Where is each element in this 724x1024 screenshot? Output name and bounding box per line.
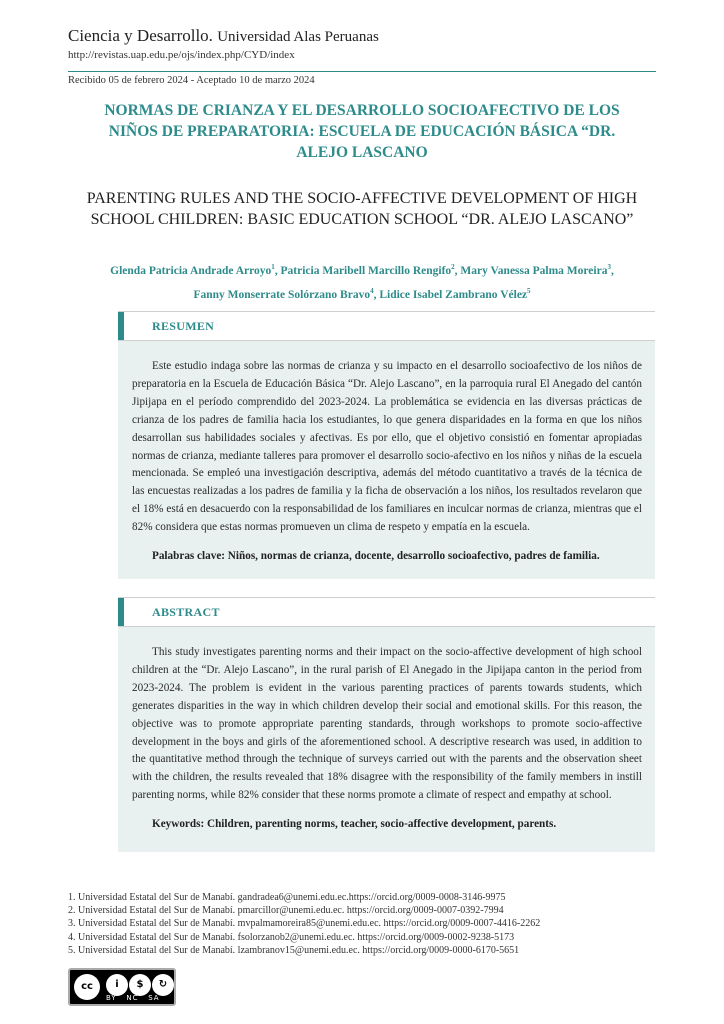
author-2 [281, 265, 455, 277]
received-date: Recibido 05 de febrero 2024 - Aceptado 10 de marzo 2024 [68, 75, 315, 86]
footnote: 4. Universidad Estatal del Sur de Manabí. fsolorzanob2@unemi.edu.ec. https://orcid.org/0009-0002-9238-5173 [68, 931, 515, 943]
license-label-by: BY [106, 994, 117, 1002]
journal-url[interactable]: http://revistas.uap.edu.pe/ojs/index.php/CYD/index [68, 49, 295, 61]
university-name: Universidad Alas Peruanas [217, 29, 379, 45]
author-affiliation-mark: 3 [607, 263, 611, 271]
footnote: 2. Universidad Estatal del Sur de Manabí. pmarcillor@unemi.edu.ec. https://orcid.org/0009-0007-0392-7994 [68, 905, 504, 917]
cc-icon: cc [74, 974, 100, 1000]
license-label-nc: NC [126, 994, 139, 1002]
resumen-body [118, 341, 655, 562]
author-name: Glenda Patricia Andrade Arroyo [110, 264, 272, 277]
nc-icon: $ [129, 974, 151, 996]
abstract-header [118, 597, 655, 627]
author-name: Mary Vanessa Palma Moreira [460, 264, 608, 277]
journal-header [68, 26, 656, 61]
author-name: Lidice Isabel Zambrano Vélez [379, 288, 528, 301]
author-name: Patricia Maribell Marcillo Rengifo [280, 264, 452, 277]
header-rule [68, 71, 656, 72]
sa-icon: ↻ [152, 974, 174, 996]
journal-name: Ciencia y Desarrollo. [68, 26, 213, 45]
by-icon: i [106, 974, 128, 996]
abstract-keywords: Keywords: Children, parenting norms, teacher, socio-affective development, parents. [152, 818, 557, 831]
author-affiliation-mark: 1 [271, 263, 275, 271]
footnote: 1. Universidad Estatal del Sur de Manabí. gandradea6@unemi.edu.ec.https://orcid.org/0009-0008-3146-9975 [68, 892, 506, 903]
abstract-section [118, 597, 655, 852]
resumen-section [118, 311, 655, 579]
section-accent-bar [118, 598, 124, 626]
license-labels [106, 994, 160, 1002]
author-affiliation-mark: 2 [451, 263, 455, 271]
abstract-heading: ABSTRACT [152, 605, 220, 619]
author-3 [460, 265, 611, 277]
resumen-header [118, 311, 655, 341]
author-4 [193, 286, 374, 301]
title-english: PARENTING RULES AND THE SOCIO-AFFECTIVE DEVELOPMENT OF HIGH SCHOOL CHILDREN: BASIC EDUCATION SCHOOL “DR. ALEJO LASCANO” [86, 190, 638, 228]
author-name: Fanny Monserrate Solórzano Bravo [193, 288, 371, 301]
affiliation-footnotes [68, 891, 540, 957]
footnote: 5. Universidad Estatal del Sur de Manabí. lzambranov15@unemi.edu.ec. https://orcid.org/0009-0000-6170-5651 [68, 944, 520, 956]
resumen-keywords: Palabras clave: Niños, normas de crianza, docente, desarrollo socioafectivo, padres de familia. [152, 550, 600, 563]
journal-title [68, 26, 656, 47]
author-list: Glenda Patricia Andrade Arroyo$^1$, Patricia Maribell Marcillo Rengifo$^2$, Mary Vanessa Palma Moreira$^3$, Fanny Monserrate Solórzano Bravo$^4$, Lidice Isabel Zambrano Vélez$^5$ [110, 263, 614, 301]
cc-license-badge[interactable] [68, 968, 176, 1006]
abstract-body [118, 627, 655, 830]
section-accent-bar [118, 312, 124, 340]
author-affiliation-mark: 5 [527, 286, 531, 295]
resumen-heading: RESUMEN [152, 319, 215, 333]
resumen-text: Este estudio indaga sobre las normas de crianza y su impacto en el desarrollo socioafectivo de los niños de preparatoria en la Escuela de Educación Básica “Dr. Alejo Lascano”, en la parroquia rural El Anegado del cantón Jipijapa en el período comprendido del 2023-2024. La problemática se evidencia en las diversas prácticas de crianza de los padres de familia hacia los estudiantes, lo que genera disparidades en la forma en que los niños desarrollan sus habilidades sociales y afectivas. Es por ello, que el objetivo consistió en fomentar apropiadas normas de crianza, mediante talleres para promover el desarrollo socio-afectivo en los niños y niñas de la escuela mencionada. Se empleó una investigación descriptiva, además del método cuantitativo a través de la técnica de las encuestas realizadas a los padres de familia y la ficha de observación a los niños, los resultados revelaron que el 18% está en desacuerdo con la responsabilidad de los familiares en inculcar normas de crianza, mientras que el 82% considera que estas normas promueven un clima de respeto y empatía en la escuela. [132, 360, 642, 534]
title-spanish: NORMAS DE CRIANZA Y EL DESARROLLO SOCIOAFECTIVO DE LOS NIÑOS DE PREPARATORIA: ESCUELA DE EDUCACIÓN BÁSICA “DR. ALEJO LASCANO [104, 102, 620, 161]
author-5 [379, 286, 531, 301]
footnote: 3. Universidad Estatal del Sur de Manabí. mvpalmamoreira85@unemi.edu.ec. https://orcid.org/0009-0007-4416-2262 [68, 918, 541, 930]
abstract-text: This study investigates parenting norms and their impact on the socio-affective development of high school children at the “Dr. Alejo Lascano”, in the rural parish of El Anegado in the Jipijapa canton in the period from 2023-2024. The problem is evident in the various parenting practices of parents towards students, which generates disparities in the way in which children develop their social and emotional skills. For this reason, the objective was to promote appropriate parenting standards, through workshops to promote socio-affective development in the boys and girls of the aforementioned school. A descriptive research was used, in addition to the quantitative method through the technique of surveys carried out with the parents and the observation sheet with the children, the results revealed that 18% disagree with the responsibility of the family members in instill parenting norms, while 82% consider that these norms promote a climate of respect and empathy at school. [132, 646, 642, 802]
author-1 [110, 265, 275, 277]
author-affiliation-mark: 4 [370, 286, 374, 295]
license-label-sa: SA [148, 994, 160, 1002]
